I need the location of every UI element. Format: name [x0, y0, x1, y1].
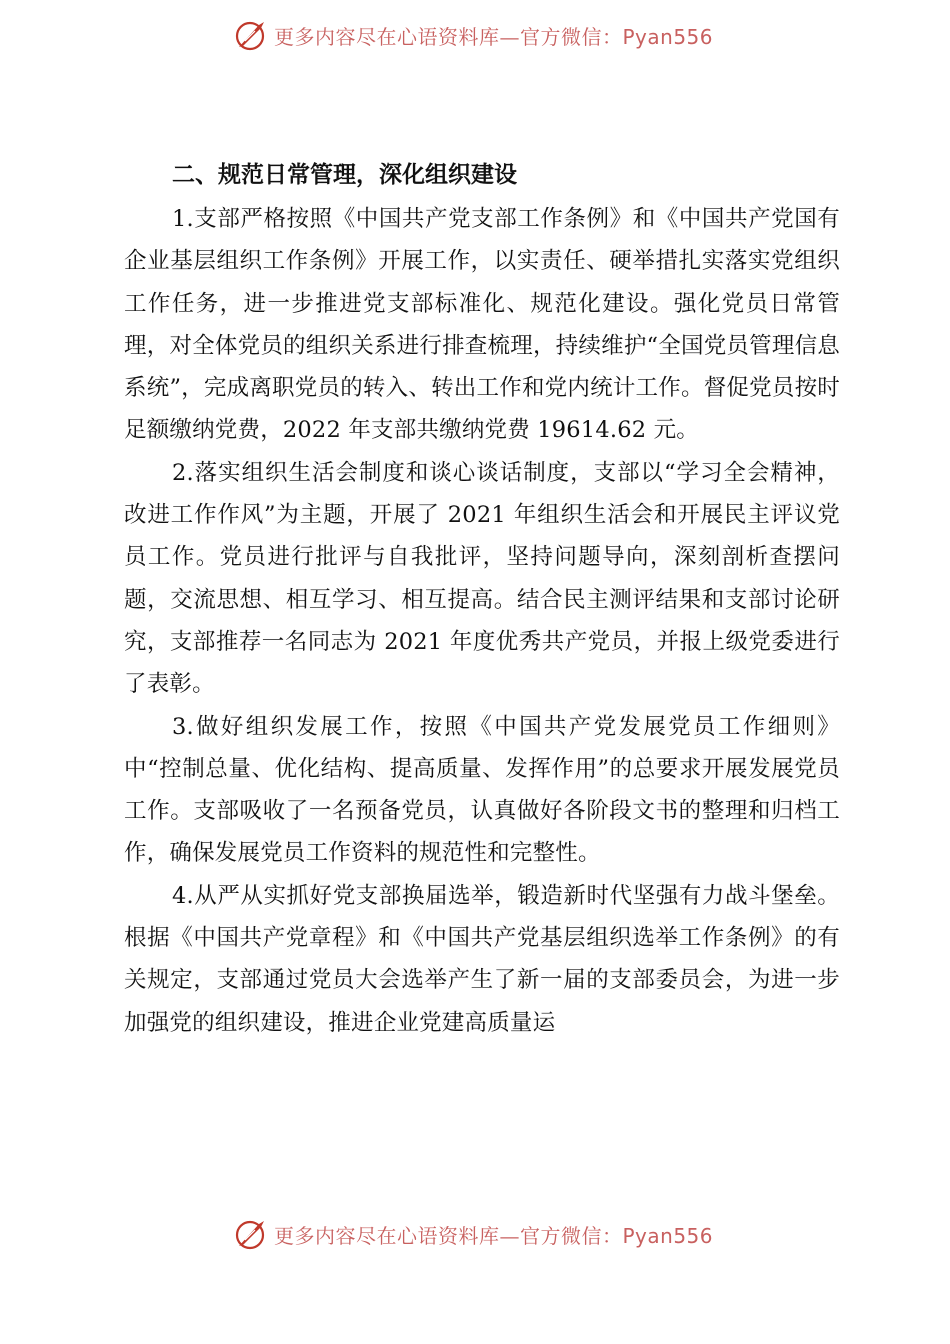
banner-text: 更多内容尽在心语资料库—官方微信：Pyan556 [274, 1224, 714, 1248]
section-heading: 二、规范日常管理，深化组织建设 [172, 162, 517, 188]
paragraph-2: 2.落实组织生活会制度和谈心谈话制度，支部以“学习全会精神，改进工作作风”为主题，开展了 2021 年组织生活会和开展民主评议党员工作。党员进行批评与自我批评，坚持问题导向，深刻剖析查摆问题，交流思想、相互学习、相互提高。结合民主测评结果和支部讨论研究，支部推荐一名同志为 2021 年度优秀共产党员，并报上级党委进行了表彰。 [124, 459, 840, 698]
wechat-id: Pyan556 [622, 25, 714, 49]
footer-banner [0, 1214, 950, 1254]
wechat-id: Pyan556 [622, 1224, 714, 1248]
paragraph-4: 4.从严从实抓好党支部换届选举，锻造新时代坚强有力战斗堡垒。根据《中国共产党章程》和《中国共产党基层组织选举工作条例》的有关规定，支部通过党员大会选举产生了新一届的支部委员会，为进一步加强党的组织建设，推进企业党建高质量运 [124, 882, 840, 1036]
paragraph-3: 3.做好组织发展工作，按照《中国共产党发展党员工作细则》中“控制总量、优化结构、提高质量、发挥作用”的总要求开展发展党员工作。支部吸收了一名预备党员，认真做好各阶段文书的整理和归档工作，确保发展党员工作资料的规范性和完整性。 [124, 713, 840, 867]
quill-logo-icon [233, 17, 269, 53]
header-banner [0, 15, 950, 55]
document-body [124, 154, 840, 1044]
quill-logo-icon [233, 1216, 269, 1252]
banner-text: 更多内容尽在心语资料库—官方微信：Pyan556 [274, 25, 714, 49]
paragraph-1: 1.支部严格按照《中国共产党支部工作条例》和《中国共产党国有企业基层组织工作条例》开展工作，以实责任、硬举措扎实落实党组织工作任务，进一步推进党支部标准化、规范化建设。强化党员日常管理，对全体党员的组织关系进行排查梳理，持续维护“全国党员管理信息系统”，完成离职党员的转入、转出工作和党内统计工作。督促党员按时足额缴纳党费，2022 年支部共缴纳党费 19614.62 元。 [124, 206, 840, 444]
